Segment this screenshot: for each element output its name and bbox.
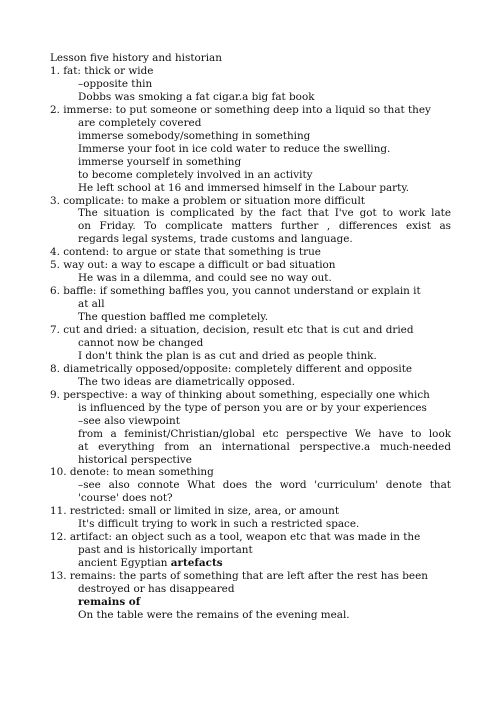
entry-headword-line: 1. fat: thick or wide (50, 65, 154, 77)
entry-detail-line: from a feminist/Christian/global etc perspective We have to look (78, 427, 451, 440)
entry-detail-line: –see also connote What does the word 'curriculum' denote that (78, 479, 451, 492)
entry-headword-line: 6. baffle: if something baffles you, you cannot understand or explain it (50, 285, 421, 298)
entry-detail-line: Dobbs was smoking a fat cigar.a big fat book (78, 90, 315, 103)
entry-detail-line: The question baffled me completely. (78, 311, 269, 323)
entry-detail-line: He left school at 16 and immersed himself in the Labour party. (78, 181, 410, 194)
entry-detail-line: The two ideas are diametrically opposed. (78, 375, 295, 388)
entry-detail-line: on Friday. To complicate matters further , differences exist as (78, 220, 451, 233)
entry-headword-line: 7. cut and dried: a situation, decision, result etc that is cut and dried (50, 324, 414, 336)
entry-headword-line: 11. restricted: small or limited in size, area, or amount (50, 505, 339, 518)
entry-detail-line: at all (78, 298, 105, 311)
entry-headword-line: 12. artifact: an object such as a tool, weapon etc that was made in the (50, 531, 421, 544)
entry-detail-line: past and is historically important (78, 544, 253, 557)
entry-headword-line: 2. immerse: to put someone or something deep into a liquid so that they (50, 103, 431, 116)
entry-detail-line: ancient Egyptian artefacts (78, 557, 223, 570)
entry-detail-line: –opposite thin (78, 78, 153, 90)
entry-detail-line: –see also viewpoint (78, 414, 180, 427)
entry-detail-line: are completely covered (78, 116, 202, 129)
entry-detail-line: The situation is complicated by the fact that I've got to work late (78, 207, 451, 220)
entry-headword-line: 8. diametrically opposed/opposite: completely different and opposite (50, 362, 413, 375)
entry-detail-line: Immerse your foot in ice cold water to reduce the swelling. (78, 142, 391, 155)
entry-detail-line: historical perspective (78, 453, 192, 466)
entry-headword-line: 9. perspective: a way of thinking about something, especially one which (50, 388, 430, 401)
entry-detail-line: I don't think the plan is as cut and dried as people think. (78, 349, 377, 362)
entry-detail-line: 'course' does not? (78, 492, 173, 505)
entry-detail-line: cannot now be changed (78, 336, 204, 349)
entry-detail-line: immerse yourself in something (78, 155, 242, 168)
entry-detail-line: to become completely involved in an activity (78, 168, 313, 181)
entry-headword-line: 4. contend: to argue or state that something is true (50, 246, 321, 259)
entry-headword-line: 13. remains: the parts of something that are left after the rest has been (50, 570, 428, 582)
entry-headword-line: 10. denote: to mean something (50, 466, 214, 479)
entry-headword-line: 3. complicate: to make a problem or situation more difficult (50, 194, 365, 207)
entry-detail-line: destroyed or has disappeared (78, 583, 235, 595)
entry-detail-line: immerse somebody/something in something (78, 129, 311, 142)
entry-detail-line: He was in a dilemma, and could see no way out. (78, 272, 332, 285)
entry-headword-line: 5. way out: a way to escape a difficult or bad situation (50, 259, 336, 272)
entry-detail-line: is influenced by the type of person you are or by your experiences (78, 401, 427, 414)
entry-detail-line: regards legal systems, trade customs and language. (78, 233, 353, 246)
lesson-title: Lesson five history and historian (50, 52, 222, 64)
entry-bold-word: artefacts (170, 557, 223, 570)
entry-detail-line: On the table were the remains of the evening meal. (78, 608, 350, 621)
entry-bold-phrase: remains of (78, 595, 141, 608)
entry-detail-line: It's difficult trying to work in such a restricted space. (78, 518, 360, 531)
entry-detail-line: at everything from an international perspective.a much-needed (78, 440, 451, 453)
